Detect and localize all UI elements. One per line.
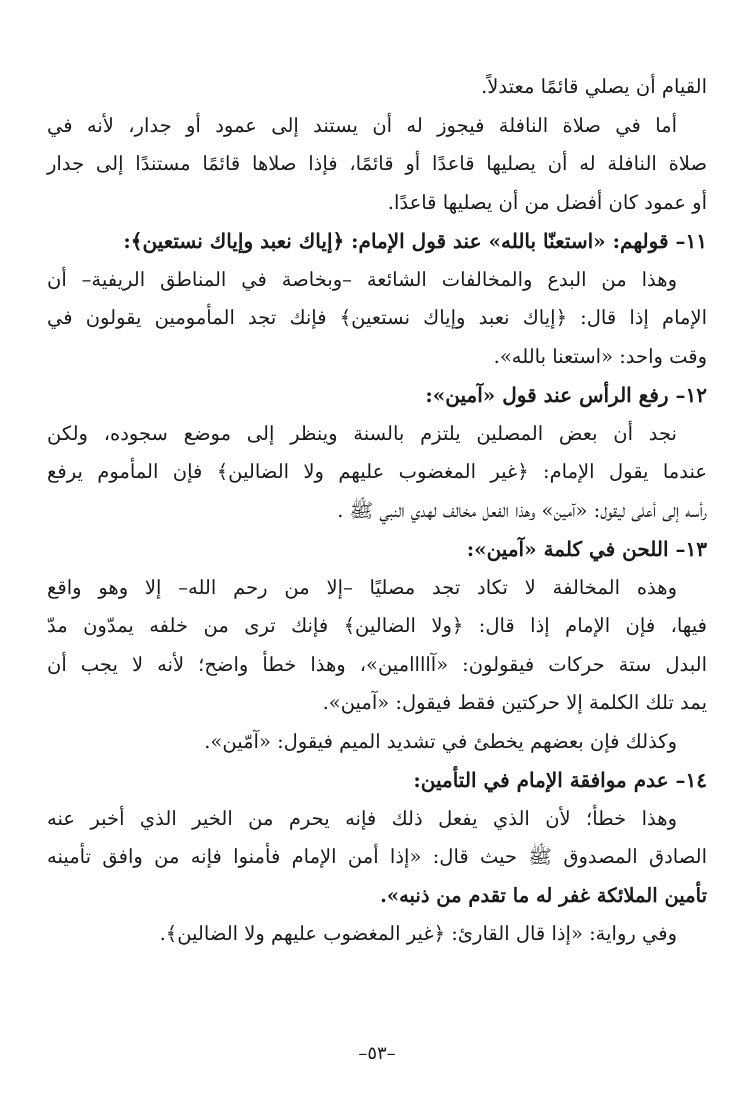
text-line: أو عمود كان أفضل من أن يصليها قاعدًا. — [387, 190, 707, 214]
text-line: وهذا خطأ؛ لأن الذي يفعل ذلك فإنه يحرم من الخير الذي أخبر عنه — [47, 806, 677, 830]
page-number: –٥٣– — [358, 1043, 396, 1064]
section-heading: ١٣– اللحن في كلمة «آمين»: — [466, 537, 707, 561]
text-line: رأسه إلى أعلى ليقول: «آمين» وهذا الفعل مخالف لهدي النبي ﷺ . — [337, 498, 707, 522]
text-line: القيام أن يصلي قائمًا معتدلاً. — [481, 75, 707, 98]
text-line: صلاة النافلة له أن يصليها قاعدًا أو قائمًا، فإذا صلاها قائمًا مستندًا إلى جدار — [47, 152, 707, 175]
text-line: يمد تلك الكلمة إلا حركتين فقط فيقول: «آمين». — [322, 691, 707, 714]
text-line: وقت واحد: «استعنا بالله». — [493, 344, 707, 368]
text-line: الصادق المصدوق ﷺ حيث قال: «إذا أمن الإمام فأمنوا فإنه من وافق تأمينه — [47, 845, 707, 868]
text-line: تأمين الملائكة غفر له ما تقدم من ذنبه». — [380, 883, 707, 907]
text-line: نجد أن بعض المصلين يلتزم بالسنة وينظر إلى موضع سجوده، ولكن — [47, 421, 677, 445]
text-line: وهذه المخالفة لا تكاد تجد مصليًا –إلا من رحم الله– إلا وهو واقع — [47, 575, 677, 599]
section-heading: ١١– قولهم: «استعنّا بالله» عند قول الإمام: ﴿إياك نعبد وإياك نستعين﴾: — [123, 229, 707, 253]
text-line: عندما يقول الإمام: ﴿غير المغضوب عليهم ولا الضالين﴾ فإن المأموم يرفع — [47, 460, 707, 483]
page-body — [47, 68, 707, 954]
text-line: وكذلك فإن بعضهم يخطئ في تشديد الميم فيقول: «آمّين». — [204, 729, 677, 753]
text-line: الإمام إذا قال: ﴿إياك نعبد وإياك نستعين﴾ فإنك تجد المأمومين يقولون في — [47, 306, 707, 329]
text-line: وهذا من البدع والمخالفات الشائعة –وبخاصة في المناطق الريفية– أن — [47, 267, 677, 291]
text-line: البدل ستة حركات فيقولون: «آاااامين»، وهذا خطأ واضح؛ لأنه لا يجب أن — [47, 652, 707, 676]
section-heading: ١٤– عدم موافقة الإمام في التأمين: — [413, 768, 707, 792]
section-heading: ١٢– رفع الرأس عند قول «آمين»: — [425, 383, 707, 407]
text-line: وفي رواية: «إذا قال القارئ: ﴿غير المغضوب عليهم ولا الضالين﴾. — [159, 922, 677, 945]
text-line: فيها، فإن الإمام إذا قال: ﴿ولا الضالين﴾ فإنك ترى من خلفه يمدّون مدّ — [47, 614, 707, 637]
text-line: أما في صلاة النافلة فيجوز له أن يستند إلى عمود أو جدار، لأنه في — [47, 113, 677, 137]
